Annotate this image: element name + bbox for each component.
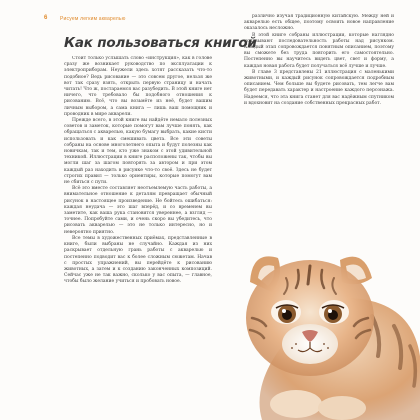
- paragraph: Стоит только услышать слово «инструкция», как в голове сразу же возникает руководство по эксплуатации к электроприборам. Неужели здесь хотят рассказать что-то подобное? Ведь рисование — это совсем другое, нельзя же вот так сразу взять, открыть первую страницу и начать читать! Что ж, постараемся вас разубедить. В этой книге нет ничего, что требовало бы подобного отношения к рисованию. Всё, что вы возьмёте из неё, будет вашим личным выбором, а сама книга — лишь ваш помощник и проводник в мире акварели.: [64, 56, 212, 117]
- running-head: Рисуем легким акварелью: [60, 16, 126, 22]
- paragraph: различно изучая традиционную китайскую. Между ней и акварелью есть общее, поэтому освоить новое направление оказалось несложно.: [244, 14, 394, 32]
- page-number: 6: [44, 15, 48, 21]
- right-column: [244, 14, 394, 244]
- section-title: Как пользоваться книгой: [64, 35, 257, 51]
- paragraph: Всё это вместе составляет неотъемлемую часть работы, а внимательное отношение к деталям превращает обычный рисунок в настоящее произведение. Не бойтесь ошибаться: каждая неудача — это шаг вперёд, и со временем вы заметите, как ваша рука становится увереннее, а взгляд — точнее. Попробуйте сами, и очень скоро вы убедитесь, что рисовать акварелью — это не только интересно, но и невероятно приятно.: [64, 186, 212, 235]
- left-column: [64, 56, 212, 416]
- paragraph: В этой книге собраны иллюстрации, которые наглядно показывают последовательность работы над рисунком. Каждый этап сопровождается понятным описанием, поэтому вы сможете без труда повторить его самостоятельно. Постепенно вы научитесь видеть цвет, свет и форму, а каждая новая работа будет получаться всё лучше и лучше.: [244, 32, 394, 69]
- paragraph: В главе 3 представлены 21 иллюстрация с маленькими животными, и каждый рисунок сопровождается подробным описанием. Чем больше вы будете рисовать, тем легче вам будет передавать характер и настроение каждого персонажа. Надеемся, что эта книга станет для вас надёжным спутником и вдохновит на создание собственных прекрасных работ.: [244, 69, 394, 106]
- paragraph: Все темы в художественных приёмах, представленные в книге, были выбраны не случайно. Каждая из них раскрывает отдельную грань работы с акварелью и постепенно подводит вас к более сложным сюжетам. Начав с простых упражнений, вы перейдёте к рисованию животных, а затем и к созданию законченных композиций. Сейчас уже не так важно, сколько у вас опыта, — главное, чтобы было желание учиться и пробовать новое.: [64, 235, 212, 285]
- paragraph: Прежде всего, в этой книге вы найдёте немало полезных советов и заметок, которые помогут вам лучше понять, как обращаться с акварелью, какую бумагу выбрать, какие кисти использовать и как смешивать цвета. Все эти советы собраны на основе многолетнего опыта и будут полезны как новичкам, так и тем, кто уже знаком с этой удивительной техникой. Иллюстрации в книге расположены так, чтобы вы могли шаг за шагом повторять за автором и при этом каждый раз находить в рисунке что-то своё. Здесь не будет строгих правил — только ориентиры, которые помогут вам не сбиться с пути.: [64, 118, 212, 186]
- tiger-cub-watercolor-illustration: [222, 226, 420, 420]
